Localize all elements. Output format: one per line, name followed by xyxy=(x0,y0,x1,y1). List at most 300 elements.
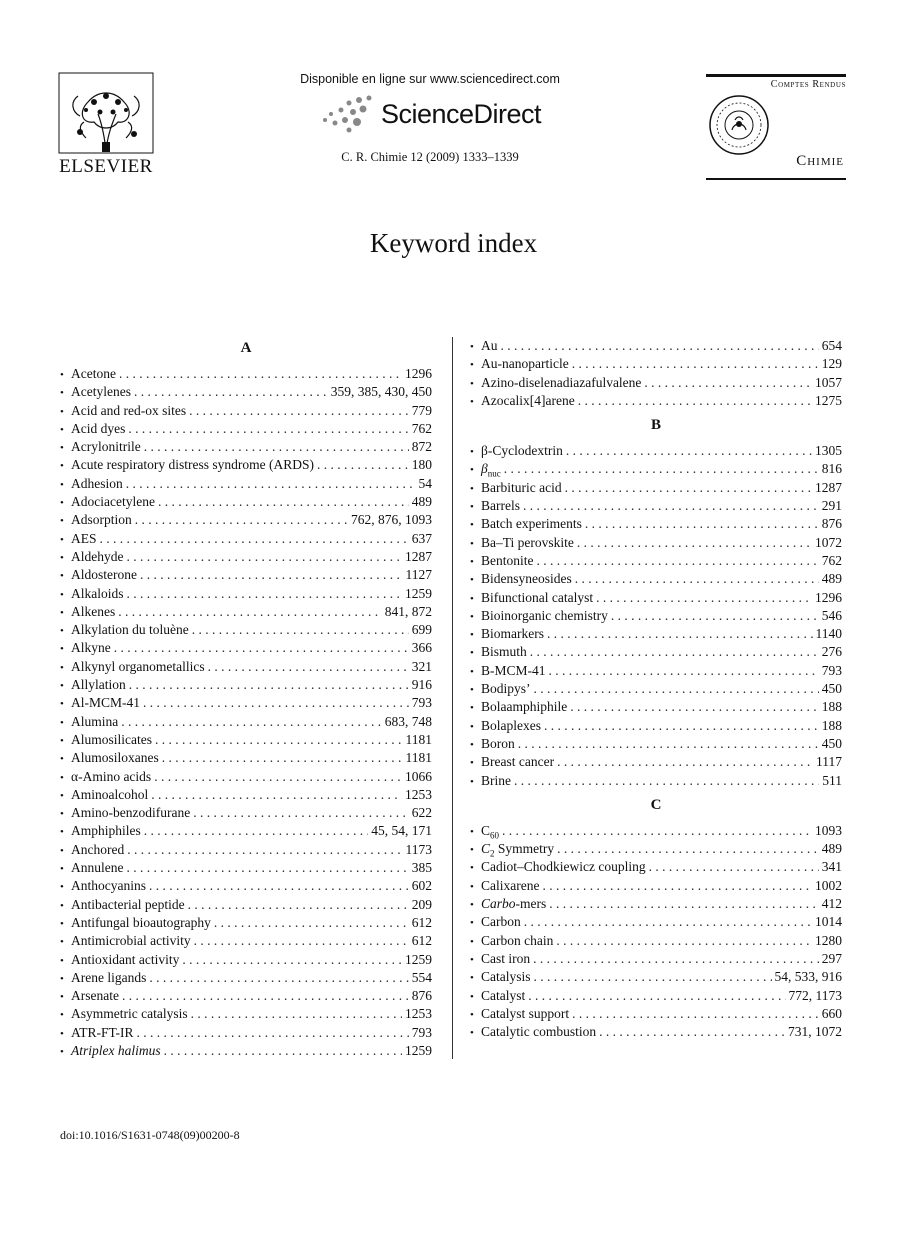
right-column xyxy=(470,337,842,1041)
academy-seal-icon xyxy=(708,94,770,156)
index-entry xyxy=(470,840,842,858)
index-pages: 554 xyxy=(411,969,432,985)
dot-leader xyxy=(514,772,819,790)
bullet-icon: • xyxy=(470,519,474,532)
bullet-icon: • xyxy=(60,1009,64,1022)
dot-leader xyxy=(154,768,402,786)
dot-leader xyxy=(549,895,818,913)
index-entry xyxy=(470,607,842,625)
index-term: Antimicrobial activity xyxy=(71,933,191,949)
bullet-icon: • xyxy=(60,387,64,400)
bullet-icon: • xyxy=(470,990,474,1003)
dot-leader xyxy=(126,475,416,493)
index-entry xyxy=(470,1005,842,1023)
index-entry xyxy=(60,438,432,456)
index-entry xyxy=(470,460,842,478)
index-term: Bentonite xyxy=(481,552,534,568)
index-term: Alkenes xyxy=(71,603,116,619)
bullet-icon: • xyxy=(60,698,64,711)
index-pages: 54, 533, 916 xyxy=(774,969,842,985)
bullet-icon: • xyxy=(60,606,64,619)
sciencedirect-logo xyxy=(270,92,590,136)
dot-leader xyxy=(214,914,409,932)
index-entry xyxy=(470,698,842,716)
bullet-icon: • xyxy=(60,588,64,601)
bullet-icon: • xyxy=(60,570,64,583)
dot-leader xyxy=(149,877,409,895)
index-term: Alkynyl organometallics xyxy=(71,658,205,674)
index-pages: 359, 385, 430, 450 xyxy=(330,384,432,400)
dot-leader xyxy=(100,530,409,548)
dot-leader xyxy=(572,355,819,373)
index-pages: 816 xyxy=(821,461,842,477)
bullet-icon: • xyxy=(60,899,64,912)
bullet-icon: • xyxy=(60,1045,64,1058)
index-pages: 876 xyxy=(411,988,432,1004)
index-entry xyxy=(60,420,432,438)
index-entry xyxy=(60,749,432,767)
index-term: Azino-diselenadiazafulvalene xyxy=(481,374,642,390)
index-term: Alumina xyxy=(71,713,119,729)
index-entry xyxy=(470,680,842,698)
section-c-entries xyxy=(470,822,842,1042)
index-term: Au xyxy=(481,338,498,353)
index-entry xyxy=(60,585,432,603)
index-term: Bolaamphiphile xyxy=(481,699,568,715)
index-entry xyxy=(60,603,432,621)
dot-leader xyxy=(501,337,819,355)
dot-leader xyxy=(122,987,409,1005)
index-pages: 291 xyxy=(821,498,842,514)
bullet-icon: • xyxy=(60,625,64,638)
index-pages: 683, 748 xyxy=(384,713,432,729)
journal-logo-top-rule xyxy=(706,74,846,77)
index-pages: 450 xyxy=(821,681,842,697)
index-pages: 1173 xyxy=(405,841,432,857)
index-pages: 366 xyxy=(411,640,432,656)
index-pages: 1002 xyxy=(815,877,842,893)
dot-leader xyxy=(188,896,409,914)
index-pages: 1253 xyxy=(405,1006,432,1022)
index-pages: 772, 1173 xyxy=(788,987,842,1003)
dot-leader xyxy=(530,643,819,661)
dot-leader xyxy=(134,383,328,401)
index-pages: 872 xyxy=(411,439,432,455)
index-term: ATR-FT-IR xyxy=(71,1024,134,1040)
index-pages: 1280 xyxy=(815,932,842,948)
index-entry xyxy=(60,475,432,493)
index-term: Antioxidant activity xyxy=(71,951,180,967)
index-entry xyxy=(60,987,432,1005)
index-pages: 1140 xyxy=(815,626,842,642)
bullet-icon: • xyxy=(470,592,474,605)
index-term: Catalyst support xyxy=(481,1005,570,1021)
index-entry xyxy=(60,548,432,566)
index-entry xyxy=(60,841,432,859)
bullet-icon: • xyxy=(470,775,474,788)
dot-leader xyxy=(644,374,812,392)
index-entry xyxy=(60,731,432,749)
index-pages: 699 xyxy=(411,622,432,638)
index-term: Alumosilicates xyxy=(71,731,152,747)
bullet-icon: • xyxy=(470,377,474,390)
index-pages: 385 xyxy=(411,860,432,876)
bullet-icon: • xyxy=(60,936,64,949)
bullet-icon: • xyxy=(470,917,474,930)
index-pages: 276 xyxy=(821,644,842,660)
index-term: Aldehyde xyxy=(71,548,124,564)
bullet-icon: • xyxy=(470,935,474,948)
index-entry xyxy=(60,511,432,529)
index-pages: 1181 xyxy=(405,731,432,747)
journal-logo-subject: Chimie xyxy=(796,153,844,169)
index-term: Arsenate xyxy=(71,988,119,1004)
index-pages: 1287 xyxy=(815,479,842,495)
index-entry xyxy=(60,493,432,511)
index-pages: 209 xyxy=(411,896,432,912)
index-pages: 793 xyxy=(821,662,842,678)
dot-leader xyxy=(523,497,819,515)
index-pages: 188 xyxy=(821,717,842,733)
bullet-icon: • xyxy=(60,369,64,381)
index-term: $C_{60}$ xyxy=(481,822,500,841)
dot-leader xyxy=(572,1005,819,1023)
bullet-icon: • xyxy=(470,341,474,353)
dot-leader xyxy=(611,607,819,625)
index-entry xyxy=(60,566,432,584)
dot-leader xyxy=(135,511,348,529)
dot-leader xyxy=(570,698,819,716)
bullet-icon: • xyxy=(470,825,474,838)
index-entry xyxy=(60,914,432,932)
column-divider xyxy=(452,337,453,1059)
index-pages: 180 xyxy=(411,457,432,473)
bullet-icon: • xyxy=(60,991,64,1004)
index-term: Amino-benzodifurane xyxy=(71,805,191,821)
index-entry xyxy=(470,534,842,552)
index-term: Carbo-mers xyxy=(481,896,547,912)
index-term: Ba–Ti perovskite xyxy=(481,534,574,550)
index-entry xyxy=(470,753,842,771)
dot-leader xyxy=(129,676,409,694)
index-pages: 489 xyxy=(821,571,842,587)
index-entry xyxy=(60,1042,432,1060)
index-term: Antifungal bioautography xyxy=(71,914,211,930)
bullet-icon: • xyxy=(470,1027,474,1040)
dot-leader xyxy=(121,713,382,731)
dot-leader xyxy=(193,804,409,822)
index-term: $C_2$ Symmetry xyxy=(481,841,555,859)
bullet-icon: • xyxy=(60,972,64,985)
doi-footer[interactable]: doi:10.1016/S1631-0748(09)00200-8 xyxy=(60,1128,240,1142)
index-term: Asymmetric catalysis xyxy=(71,1006,188,1022)
index-term: Bismuth xyxy=(481,644,527,660)
dot-leader xyxy=(151,786,402,804)
index-entry xyxy=(470,772,842,790)
index-entry xyxy=(470,1023,842,1041)
dot-leader xyxy=(557,753,813,771)
sciencedirect-wordmark: ScienceDirect xyxy=(380,98,542,129)
index-term: Boron xyxy=(481,735,515,751)
index-entry xyxy=(470,497,842,515)
index-pages: 602 xyxy=(411,878,432,894)
bullet-icon: • xyxy=(60,533,64,546)
publisher-logo xyxy=(58,72,154,178)
dot-leader xyxy=(649,858,819,876)
bullet-icon: • xyxy=(470,482,474,495)
bullet-icon: • xyxy=(60,826,64,839)
index-pages: 1305 xyxy=(815,443,842,459)
dot-leader xyxy=(194,932,409,950)
index-term: Alkyne xyxy=(71,640,111,656)
index-term: Adsorption xyxy=(71,512,132,528)
dot-leader xyxy=(528,987,785,1005)
bullet-icon: • xyxy=(60,844,64,857)
index-pages: 188 xyxy=(821,699,842,715)
index-term: Alkaloids xyxy=(71,585,124,601)
index-entry xyxy=(470,735,842,753)
dot-leader xyxy=(534,968,772,986)
index-pages: 762 xyxy=(411,420,432,436)
index-entry xyxy=(470,913,842,931)
index-entry xyxy=(60,456,432,474)
sciencedirect-dots-icon xyxy=(319,94,375,134)
index-term: Adociacetylene xyxy=(71,494,155,510)
index-entry xyxy=(60,713,432,731)
index-pages: 321 xyxy=(411,658,432,674)
section-heading-b: B xyxy=(650,417,661,434)
dot-leader xyxy=(504,460,819,478)
index-term: B-MCM-41 xyxy=(481,662,546,678)
index-pages: 612 xyxy=(411,933,432,949)
dot-leader xyxy=(119,365,402,383)
index-term: Aminoalcohol xyxy=(71,786,149,802)
dot-leader xyxy=(158,493,409,511)
index-term: Catalysis xyxy=(481,969,531,985)
bullet-icon: • xyxy=(60,1027,64,1040)
index-pages: 489 xyxy=(411,494,432,510)
index-pages: 1253 xyxy=(405,786,432,802)
index-pages: 1066 xyxy=(405,768,432,784)
index-entry xyxy=(470,392,842,410)
index-term: Bodipys’ xyxy=(481,681,531,697)
bullet-icon: • xyxy=(60,789,64,802)
section-heading-a: A xyxy=(240,340,252,356)
index-term: β-Cyclodextrin xyxy=(481,443,563,459)
index-term: Barrels xyxy=(481,498,520,514)
bullet-icon: • xyxy=(60,405,64,418)
journal-logo-bottom-rule xyxy=(706,178,846,180)
index-entry xyxy=(470,570,842,588)
bullet-icon: • xyxy=(60,808,64,821)
dot-leader xyxy=(128,420,408,438)
bullet-icon: • xyxy=(470,862,474,875)
index-pages: 1259 xyxy=(405,951,432,967)
index-entry xyxy=(60,694,432,712)
index-pages: 511 xyxy=(822,772,842,788)
index-pages: 341 xyxy=(821,859,842,875)
index-pages: 54 xyxy=(418,475,432,491)
index-term: Alkylation du toluène xyxy=(71,622,189,638)
index-pages: 297 xyxy=(821,950,842,966)
index-entry xyxy=(470,877,842,895)
dot-leader xyxy=(149,969,408,987)
index-pages: 1275 xyxy=(815,392,842,408)
availability-line[interactable]: Disponible en ligne sur www.sciencedirect.com xyxy=(300,72,560,86)
index-entry xyxy=(470,515,842,533)
bullet-icon: • xyxy=(60,460,64,473)
index-term: Adhesion xyxy=(71,475,123,491)
dot-leader xyxy=(533,950,819,968)
index-entry xyxy=(60,896,432,914)
index-entry xyxy=(470,895,842,913)
index-pages: 916 xyxy=(411,677,432,693)
dot-leader xyxy=(542,877,812,895)
index-term: Cast iron xyxy=(481,950,531,966)
index-term: Acute respiratory distress syndrome (ARDS) xyxy=(71,457,314,473)
index-entry xyxy=(60,365,432,383)
bullet-icon: • xyxy=(470,574,474,587)
index-entry xyxy=(470,717,842,735)
sciencedirect-block xyxy=(270,72,590,165)
bullet-icon: • xyxy=(60,551,64,564)
journal-citation: C. R. Chimie 12 (2009) 1333–1339 xyxy=(341,150,519,164)
bullet-icon: • xyxy=(470,464,474,477)
index-entry xyxy=(470,822,842,840)
dot-leader xyxy=(127,585,403,603)
index-term: Atriplex halimus xyxy=(71,1042,161,1058)
index-term: Carbon xyxy=(481,914,521,930)
section-a-continued-entries xyxy=(470,337,842,410)
dot-leader xyxy=(114,639,409,657)
index-pages: 1117 xyxy=(816,754,842,770)
bullet-icon: • xyxy=(60,643,64,656)
index-entry xyxy=(470,337,842,355)
dot-leader xyxy=(137,1024,409,1042)
index-entry xyxy=(470,625,842,643)
bullet-icon: • xyxy=(60,753,64,766)
bullet-icon: • xyxy=(470,684,474,697)
index-term: Bolaplexes xyxy=(481,717,541,733)
index-pages: 793 xyxy=(411,695,432,711)
dot-leader xyxy=(192,621,409,639)
bullet-icon: • xyxy=(60,881,64,894)
index-pages: 546 xyxy=(821,607,842,623)
index-entry xyxy=(470,589,842,607)
index-term: Acid dyes xyxy=(71,420,126,436)
index-pages: 612 xyxy=(411,914,432,930)
dot-leader xyxy=(317,456,409,474)
index-term: Aldosterone xyxy=(71,567,137,583)
index-term: Biomarkers xyxy=(481,626,544,642)
index-term: Acrylonitrile xyxy=(71,439,141,455)
bullet-icon: • xyxy=(60,478,64,491)
dot-leader xyxy=(189,402,409,420)
bullet-icon: • xyxy=(470,1008,474,1021)
index-pages: 1287 xyxy=(405,548,432,564)
index-pages: 876 xyxy=(821,516,842,532)
index-pages: 660 xyxy=(821,1005,842,1021)
index-entry xyxy=(60,877,432,895)
left-column xyxy=(60,337,432,1060)
index-pages: 1057 xyxy=(815,374,842,390)
index-term: α-Amino acids xyxy=(71,768,152,784)
bullet-icon: • xyxy=(470,395,474,408)
index-entry xyxy=(60,786,432,804)
bullet-icon: • xyxy=(60,442,64,455)
dot-leader xyxy=(524,913,812,931)
index-entry xyxy=(470,479,842,497)
index-entry xyxy=(60,1005,432,1023)
page-title: Keyword index xyxy=(369,228,538,258)
index-entry xyxy=(60,1024,432,1042)
index-term: Annulene xyxy=(71,860,124,876)
index-term: Catalytic combustion xyxy=(481,1024,597,1040)
dot-leader xyxy=(578,392,812,410)
index-pages: 654 xyxy=(821,338,842,353)
index-term: Brine xyxy=(481,772,511,788)
dot-leader xyxy=(534,680,819,698)
index-entry xyxy=(60,951,432,969)
bullet-icon: • xyxy=(60,497,64,510)
elsevier-tree-icon xyxy=(58,72,154,154)
dot-leader xyxy=(126,859,408,877)
index-term: Carbon chain xyxy=(481,932,554,948)
index-pages: 1014 xyxy=(815,914,842,930)
index-term: Au-nanoparticle xyxy=(481,356,569,372)
index-term: Cadiot–Chodkiewicz coupling xyxy=(481,859,646,875)
index-entry xyxy=(60,859,432,877)
dot-leader xyxy=(127,841,402,859)
index-entry xyxy=(60,822,432,840)
bullet-icon: • xyxy=(60,771,64,784)
index-entry xyxy=(60,969,432,987)
index-term: Anchored xyxy=(71,841,125,857)
bullet-icon: • xyxy=(470,647,474,660)
index-entry xyxy=(60,621,432,639)
index-pages: 1181 xyxy=(405,750,432,766)
index-pages: 762, 876, 1093 xyxy=(351,512,432,528)
index-pages: 129 xyxy=(821,356,842,372)
index-term: Acetone xyxy=(71,366,116,381)
index-entry xyxy=(60,402,432,420)
index-entry xyxy=(60,639,432,657)
index-pages: 1072 xyxy=(815,534,842,550)
index-term: Arene ligands xyxy=(71,969,147,985)
dot-leader xyxy=(547,625,813,643)
dot-leader xyxy=(143,694,409,712)
dot-leader xyxy=(585,515,819,533)
dot-leader xyxy=(537,552,819,570)
index-term: Breast cancer xyxy=(481,754,555,770)
section-a-entries xyxy=(60,365,432,1060)
index-entry xyxy=(60,676,432,694)
index-entry xyxy=(60,768,432,786)
index-pages: 841, 872 xyxy=(384,603,432,619)
dot-leader xyxy=(182,951,402,969)
dot-leader xyxy=(502,822,812,840)
index-entry xyxy=(470,968,842,986)
bullet-icon: • xyxy=(470,972,474,985)
index-pages: 1296 xyxy=(405,366,432,381)
index-pages: 637 xyxy=(411,530,432,546)
dot-leader xyxy=(566,442,812,460)
index-pages: 779 xyxy=(411,402,432,418)
index-pages: 412 xyxy=(821,896,842,912)
index-entry xyxy=(60,530,432,548)
section-b-entries xyxy=(470,442,842,790)
index-pages: 1259 xyxy=(405,1042,432,1058)
